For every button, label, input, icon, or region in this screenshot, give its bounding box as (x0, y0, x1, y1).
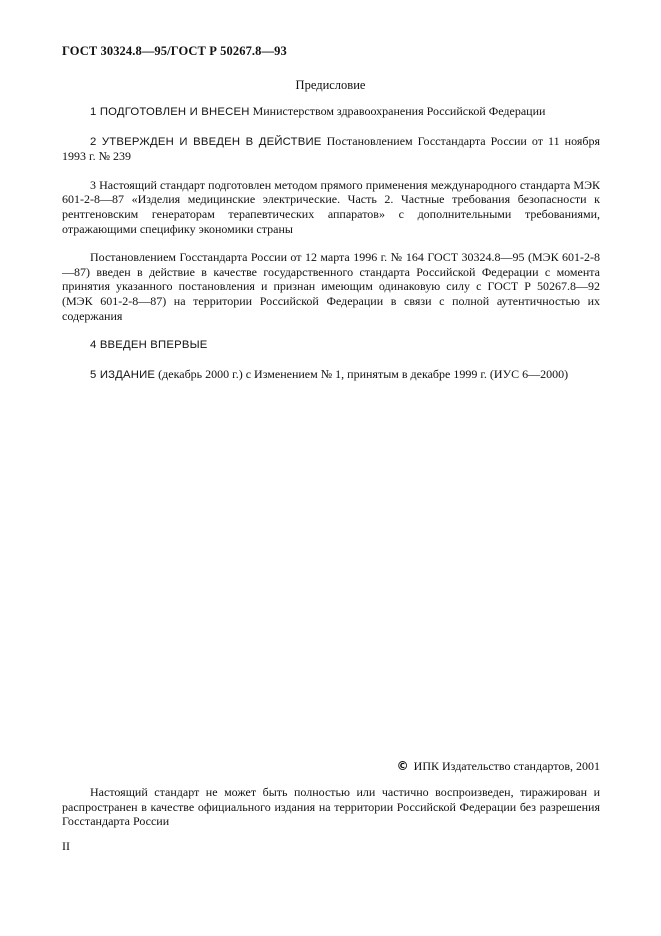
foreword-item-5-text: (декабрь 2000 г.) с Изменением № 1, принятым в декабре 1999 г. (ИУС 6—2000) (155, 366, 569, 381)
foreword-item-2-text: Постановлением Госстандарта России от 11 ноября 1993 г. № 239 (62, 133, 600, 164)
foreword-item-5-lead: 5 ИЗДАНИЕ (90, 368, 156, 381)
foreword-item-3 (62, 178, 600, 236)
foreword-item-1-lead: 1 ПОДГОТОВЛЕН И ВНЕСЕН (90, 106, 250, 118)
foreword-body (62, 104, 600, 396)
foreword-item-4-lead: 4 ВВЕДЕН ВПЕРВЫЕ (90, 339, 208, 352)
foreword-item-3-enactment (62, 250, 600, 323)
foreword-item-2-lead: 2 УТВЕРЖДЕН И ВВЕДЕН В ДЕЙСТВИЕ (90, 135, 322, 148)
foreword-item-2 (62, 134, 600, 164)
copyright-text: ИПК Издательство стандартов, 2001 (413, 759, 600, 773)
foreword-item-1 (62, 104, 600, 120)
foreword-item-1-text: Министерством здравоохранения Российской Федерации (249, 104, 546, 118)
foreword-title: Предисловие (295, 78, 366, 92)
document-designation: ГОСТ 30324.8—95/ГОСТ Р 50267.8—93 (62, 44, 287, 58)
foreword-item-5 (62, 367, 600, 383)
copyright-symbol: © (396, 759, 409, 773)
foreword-item-4 (62, 337, 600, 353)
reproduction-notice: Настоящий стандарт не может быть полностью или частично воспроизведен, тиражирован и распространен в качестве официального издания на территории Российской Федерации без разрешения Госстандарта России (62, 785, 600, 829)
foreword-item-3-enactment-text: Постановлением Госстандарта России от 12 марта 1996 г. № 164 ГОСТ 30324.8—95 (МЭК 601-2-8—87) введен в действие в качестве государственного стандарта Российской Федерации с момента принятия указанного постановления и признан имеющим одинаковую силу с ГОСТ Р 50267.8—92 (МЭК 601-2-8—87) на территории Российской Федерации в связи с полной аутентичностью их содержания (62, 250, 600, 323)
copyright-line (397, 759, 600, 774)
page-number: II (62, 839, 70, 853)
foreword-item-3-text: 3 Настоящий стандарт подготовлен методом прямого применения международного стандарта МЭК 601-2-8—87 «Изделия медицинские электрические. Часть 2. Частные требования безопасности к рентгеновским генераторам терапевтических аппаратов» с дополнительными требованиями, отражающими специфику экономики страны (62, 177, 600, 236)
